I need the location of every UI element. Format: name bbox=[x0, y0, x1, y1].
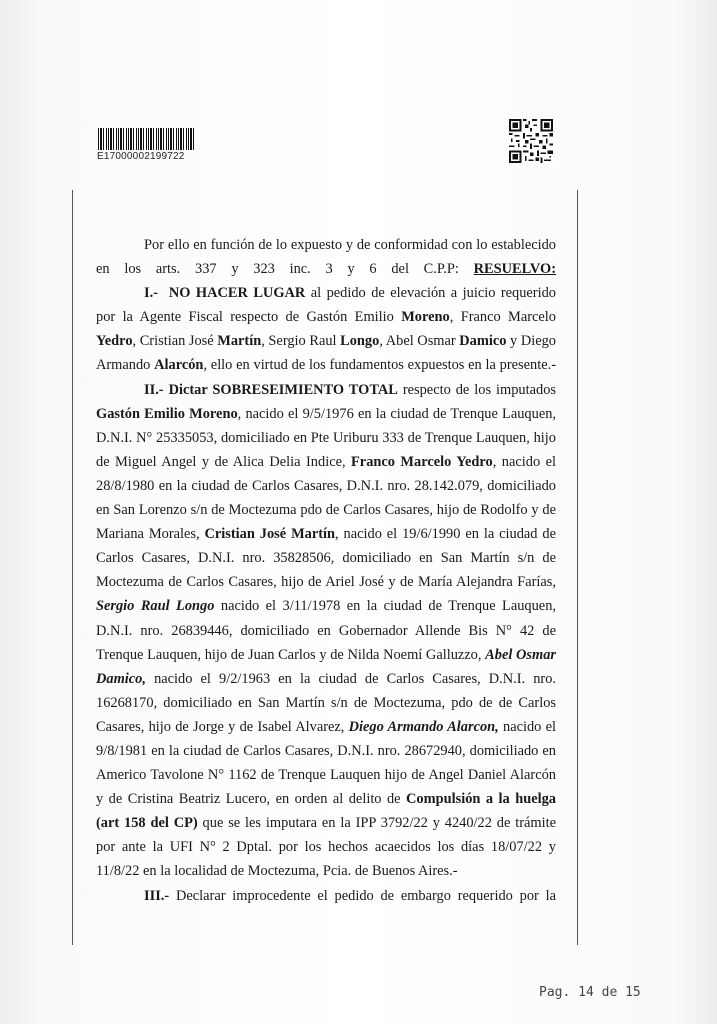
item-1-numeral: I.- bbox=[144, 285, 158, 302]
resuelvo-heading: RESUELVO: bbox=[473, 261, 556, 278]
item-2-paragraph: II.- Dictar SOBRESEIMIENTO TOTAL respecto de los imputados Gastón Emilio Moreno, nacido el 9/5/1976 en la ciudad de Trenque Lauquen, D.N.I. N° 25335053, domiciliado en Pte Uriburu 333 de Trenque Lauquen, hijo de Miguel Angel y de Alica Delia Indice, Franco Marcelo Yedro, nacido el 28/8/1980 en la ciudad de Carlos Casares, D.N.I. nro. 28.142.079, domiciliado en San Lorenzo s/n de Moctezuma pdo de Carlos Casares, hijo de Rodolfo y de Mariana Morales, Cristian José Martín, nacido el 19/6/1990 en la ciudad de Carlos Casares, D.N.I. nro. 35828506, domiciliado en San Martín s/n de Moctezuma de Carlos Casares, hijo de Ariel José y de María Alejandra Farías, Sergio Raul Longo nacido el 3/11/1978 en la ciudad de Trenque Lauquen, D.N.I. nro. 26839446, domiciliado en Gobernador Allende Bis N° 42 de Trenque Lauquen, hijo de Juan Carlos y de Nilda Noemí Galluzzo, Abel Osmar Damico, nacido el 9/2/1963 en la ciudad de Carlos Casares, D.N.I. nro. 16268170, domiciliado en San Martín s/n de Moctezuma, pdo de de Carlos Casares, hijo de Jorge y de Isabel Alvarez, Diego Armando Alarcon, nacido el 9/8/1981 en la ciudad de Carlos Casares, D.N.I. nro. 28672940, domiciliado en Americo Tavolone N° 1162 de Trenque Lauquen hijo de Angel Daniel Alarcón y de Cristina Beatriz Lucero, en orden al delito de Compulsión a la huelga (art 158 del CP) que se les imputara en la IPP 3792/22 y 4240/22 de trámite por ante la UFI N° 2 Dptal. por los hechos acaecidos los días 18/07/22 y 11/8/22 en la localidad de Moctezuma, Pcia. de Buenos Aires.- bbox=[96, 381, 556, 880]
page-number: Pag. 14 de 15 bbox=[539, 985, 641, 1000]
resolution-text bbox=[96, 233, 556, 908]
left-margin-rule bbox=[72, 190, 73, 945]
item-3-paragraph: III.- Declarar improcedente el pedido de embargo requerido por la bbox=[144, 887, 556, 904]
item-2-numeral: II.- bbox=[144, 381, 164, 398]
item-3-numeral: III.- bbox=[144, 887, 170, 904]
qr-code-icon bbox=[509, 119, 553, 163]
item-1-paragraph: I.- NO HACER LUGAR al pedido de elevación a juicio requerido por la Agente Fiscal respecto de Gastón Emilio Moreno, Franco Marcelo Yedro, Cristian José Martín, Sergio Raul Longo, Abel Osmar Damico y Diego Armando Alarcón, ello en virtud de los fundamentos expuestos en la presente.- bbox=[96, 285, 556, 374]
barcode-number: E17000002199722 bbox=[97, 151, 185, 162]
item-2-heading: Dictar SOBRESEIMIENTO TOTAL bbox=[168, 381, 398, 398]
crime-label: Compulsión a la huelga (art 158 del CP) bbox=[96, 791, 556, 832]
intro-paragraph: Por ello en función de lo expuesto y de conformidad con lo establecido en los arts. 337 y 323 inc. 3 y 6 del C.P.P: RESUELVO: bbox=[96, 237, 556, 278]
right-margin-rule bbox=[577, 190, 578, 945]
item-1-heading: NO HACER LUGAR bbox=[168, 285, 306, 302]
barcode-icon bbox=[98, 128, 194, 150]
